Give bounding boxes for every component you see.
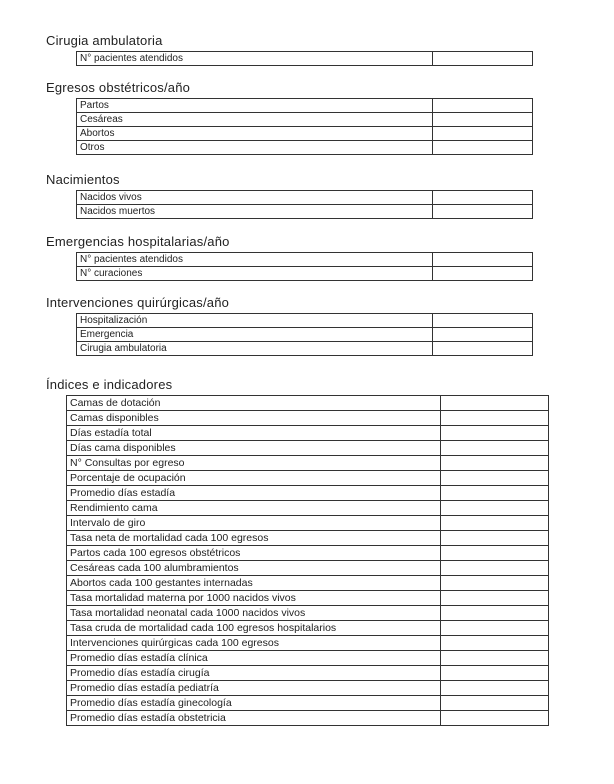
- value-cell[interactable]: [441, 606, 549, 621]
- value-cell[interactable]: [441, 471, 549, 486]
- value-cell[interactable]: [441, 576, 549, 591]
- table-row: [67, 651, 549, 666]
- value-cell[interactable]: [433, 127, 533, 141]
- row-label: Intervalo de giro: [67, 516, 441, 531]
- row-label: Días cama disponibles: [67, 441, 441, 456]
- section-table: [76, 313, 533, 356]
- value-cell[interactable]: [441, 516, 549, 531]
- value-cell[interactable]: [433, 141, 533, 155]
- section-nacimientos: [46, 173, 533, 219]
- table-row: [67, 591, 549, 606]
- table-row: [67, 441, 549, 456]
- row-label: Intervenciones quirúrgicas cada 100 egresos: [67, 636, 441, 651]
- row-label: Camas disponibles: [67, 411, 441, 426]
- value-cell[interactable]: [433, 342, 533, 356]
- table-row: [77, 205, 533, 219]
- row-label: Cesáreas: [77, 113, 433, 127]
- section-title: Índices e indicadores: [46, 377, 173, 392]
- table-row: [67, 486, 549, 501]
- table-row: [77, 141, 533, 155]
- value-cell[interactable]: [441, 411, 549, 426]
- indices-table: [66, 395, 549, 726]
- section-table: [76, 98, 533, 155]
- value-cell[interactable]: [433, 52, 533, 66]
- value-cell[interactable]: [441, 501, 549, 516]
- table-row: [77, 253, 533, 267]
- row-label: Promedio días estadía clínica: [67, 651, 441, 666]
- value-cell[interactable]: [441, 561, 549, 576]
- value-cell[interactable]: [433, 328, 533, 342]
- value-cell[interactable]: [433, 253, 533, 267]
- table-row: [67, 471, 549, 486]
- section-table: [76, 252, 533, 281]
- table-row: [77, 314, 533, 328]
- value-cell[interactable]: [441, 441, 549, 456]
- value-cell[interactable]: [441, 531, 549, 546]
- table-row: [67, 621, 549, 636]
- value-cell[interactable]: [441, 711, 549, 726]
- table-row: [77, 328, 533, 342]
- row-label: Partos: [77, 99, 433, 113]
- row-label: Promedio días estadía: [67, 486, 441, 501]
- row-label: Abortos cada 100 gestantes internadas: [67, 576, 441, 591]
- value-cell[interactable]: [441, 681, 549, 696]
- value-cell[interactable]: [441, 666, 549, 681]
- table-row: [67, 456, 549, 471]
- row-label: Días estadía total: [67, 426, 441, 441]
- row-label: N° Consultas por egreso: [67, 456, 441, 471]
- table-row: [67, 561, 549, 576]
- row-label: Otros: [77, 141, 433, 155]
- table-row: [67, 516, 549, 531]
- table-row: [77, 191, 533, 205]
- value-cell[interactable]: [433, 191, 533, 205]
- row-label: Abortos: [77, 127, 433, 141]
- value-cell[interactable]: [433, 314, 533, 328]
- row-label: N° pacientes atendidos: [77, 253, 433, 267]
- table-row: [67, 546, 549, 561]
- value-cell[interactable]: [441, 456, 549, 471]
- table-row: [77, 99, 533, 113]
- row-label: Emergencia: [77, 328, 433, 342]
- row-label: Cirugia ambulatoria: [77, 342, 433, 356]
- table-row: [67, 711, 549, 726]
- section-table: [76, 190, 533, 219]
- table-row: [67, 606, 549, 621]
- row-label: Nacidos vivos: [77, 191, 433, 205]
- value-cell[interactable]: [441, 426, 549, 441]
- section-title: Nacimientos: [46, 172, 120, 187]
- row-label: Cesáreas cada 100 alumbramientos: [67, 561, 441, 576]
- table-row: [67, 501, 549, 516]
- value-cell[interactable]: [433, 99, 533, 113]
- row-label: N° curaciones: [77, 267, 433, 281]
- table-row: [67, 426, 549, 441]
- row-label: Porcentaje de ocupación: [67, 471, 441, 486]
- section-emergencias: [46, 235, 533, 281]
- section-cirugia-ambulatoria: [46, 34, 533, 66]
- section-title: Egresos obstétricos/año: [46, 80, 191, 95]
- row-label: Partos cada 100 egresos obstétricos: [67, 546, 441, 561]
- row-label: Promedio días estadía pediatría: [67, 681, 441, 696]
- value-cell[interactable]: [441, 651, 549, 666]
- value-cell[interactable]: [441, 696, 549, 711]
- table-row: [67, 681, 549, 696]
- value-cell[interactable]: [433, 267, 533, 281]
- table-row: [77, 52, 533, 66]
- row-label: N° pacientes atendidos: [77, 52, 433, 66]
- table-row: [77, 127, 533, 141]
- table-row: [67, 666, 549, 681]
- value-cell[interactable]: [433, 113, 533, 127]
- section-table: [76, 51, 533, 66]
- section-intervenciones: [46, 296, 533, 356]
- section-title: Emergencias hospitalarias/año: [46, 234, 230, 249]
- value-cell[interactable]: [441, 486, 549, 501]
- table-row: [67, 696, 549, 711]
- row-label: Tasa neta de mortalidad cada 100 egresos: [67, 531, 441, 546]
- value-cell[interactable]: [441, 636, 549, 651]
- table-row: [67, 411, 549, 426]
- table-row: [77, 113, 533, 127]
- table-row: [77, 267, 533, 281]
- section-egresos-obstetricos: [46, 81, 533, 155]
- value-cell[interactable]: [441, 396, 549, 411]
- value-cell[interactable]: [441, 621, 549, 636]
- table-row: [77, 342, 533, 356]
- row-label: Tasa mortalidad materna por 1000 nacidos vivos: [67, 591, 441, 606]
- row-label: Promedio días estadía cirugía: [67, 666, 441, 681]
- row-label: Tasa cruda de mortalidad cada 100 egresos hospitalarios: [67, 621, 441, 636]
- row-label: Tasa mortalidad neonatal cada 1000 nacidos vivos: [67, 606, 441, 621]
- row-label: Rendimiento cama: [67, 501, 441, 516]
- table-row: [67, 576, 549, 591]
- row-label: Promedio días estadía ginecología: [67, 696, 441, 711]
- row-label: Hospitalización: [77, 314, 433, 328]
- table-row: [67, 531, 549, 546]
- row-label: Nacidos muertos: [77, 205, 433, 219]
- table-row: [67, 396, 549, 411]
- row-label: Camas de dotación: [67, 396, 441, 411]
- table-row: [67, 636, 549, 651]
- section-indices: [46, 378, 549, 726]
- value-cell[interactable]: [433, 205, 533, 219]
- section-title: Cirugia ambulatoria: [46, 33, 163, 48]
- row-label: Promedio días estadía obstetricia: [67, 711, 441, 726]
- section-title: Intervenciones quirúrgicas/año: [46, 295, 230, 310]
- value-cell[interactable]: [441, 591, 549, 606]
- value-cell[interactable]: [441, 546, 549, 561]
